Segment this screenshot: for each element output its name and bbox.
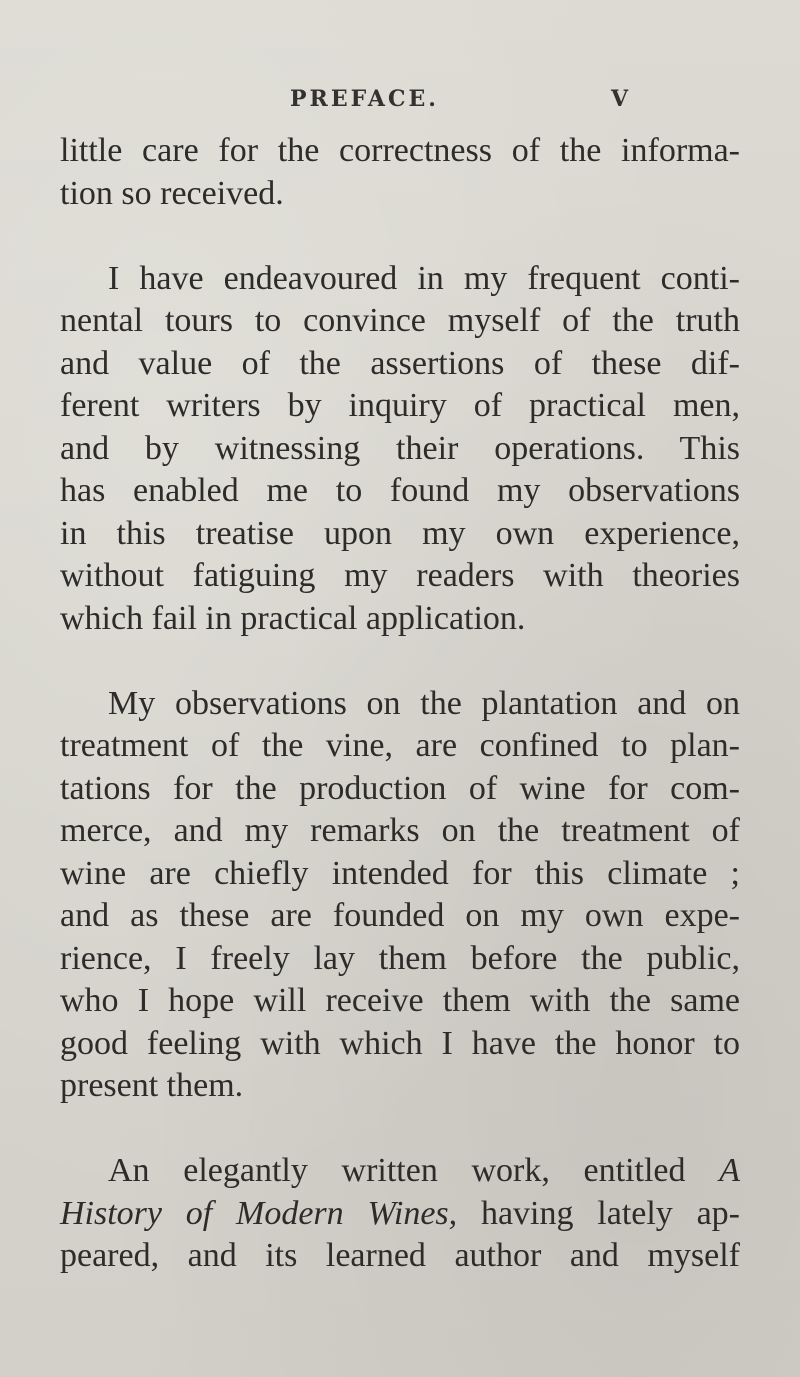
text-line bbox=[60, 1150, 740, 1193]
paragraph-1 bbox=[60, 130, 740, 215]
text-line: merce, and my remarks on the treatment of bbox=[60, 812, 740, 849]
text-line: present them. bbox=[60, 1067, 244, 1104]
text-line: which fail in practical application. bbox=[60, 599, 526, 637]
text-line: tations for the production of wine for com- bbox=[60, 769, 740, 807]
body-text bbox=[60, 130, 740, 1320]
text-line: good feeling with which I have the honor to bbox=[60, 1024, 740, 1062]
text-line: without fatiguing my readers with theories bbox=[60, 557, 740, 594]
running-head bbox=[0, 86, 800, 116]
text-line bbox=[60, 1193, 740, 1236]
text-line: rience, I freely lay them before the public, bbox=[60, 939, 740, 977]
text-line: and by witnessing their operations. This bbox=[60, 429, 740, 467]
italic-title-run: History of Modern Wines, bbox=[60, 1194, 458, 1232]
text-line: little care for the correctness of the informa- bbox=[60, 132, 740, 169]
text-line: has enabled me to found my observations bbox=[60, 472, 740, 509]
text-line: in this treatise upon my own experience, bbox=[60, 514, 740, 552]
paragraph-3 bbox=[60, 683, 740, 1108]
text-line: treatment of the vine, are confined to plan- bbox=[60, 727, 740, 764]
text-run: An elegantly written work, entitled bbox=[108, 1152, 720, 1189]
page-number: V bbox=[611, 86, 629, 112]
text-line: tion so received. bbox=[60, 174, 284, 212]
italic-title-run: A bbox=[719, 1152, 740, 1189]
text-line: I have endeavoured in my frequent conti- bbox=[108, 259, 740, 297]
text-run: having lately ap- bbox=[457, 1194, 740, 1232]
paragraph-2 bbox=[60, 258, 740, 641]
paragraph-4 bbox=[60, 1150, 740, 1278]
running-title: PREFACE. bbox=[290, 86, 439, 112]
text-line: peared, and its learned author and myself bbox=[60, 1237, 740, 1274]
text-line: who I hope will receive them with the same bbox=[60, 982, 740, 1019]
text-line: ferent writers by inquiry of practical men, bbox=[60, 387, 740, 424]
text-line: nental tours to convince myself of the truth bbox=[60, 302, 740, 339]
text-line: wine are chiefly intended for this climate ; bbox=[60, 854, 740, 892]
text-line: and value of the assertions of these dif- bbox=[60, 344, 740, 382]
text-line: and as these are founded on my own expe- bbox=[60, 897, 740, 934]
text-line: My observations on the plantation and on bbox=[108, 684, 740, 722]
